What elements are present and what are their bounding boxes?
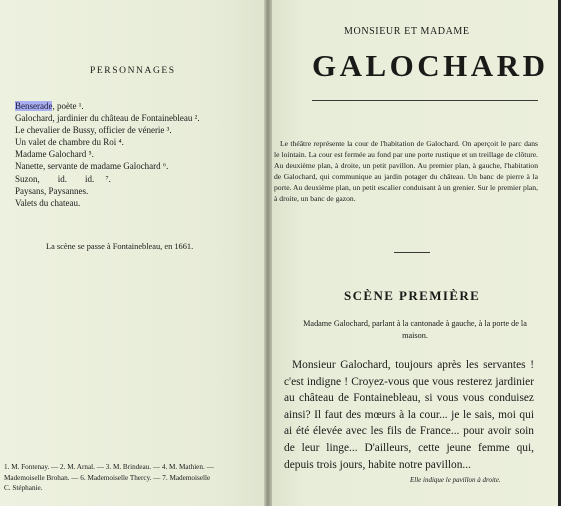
scene-heading: SCÈNE PREMIÈRE bbox=[344, 288, 481, 303]
footnote-line: C. Stéphanie. bbox=[4, 484, 43, 493]
footnotes bbox=[4, 462, 214, 494]
speech-text: Monsieur Galochard, toujours après les servantes ! c'est indigne ! Croyez-vous que vous resterez jardinier au château de Fontainebleau, si vous vous conduisez ainsi? Il faut des mœurs à la cour... je le sais, moi qui ai été élevée avec les fils de France... pour avoir soin de leur linge... D'ailleurs, cette jeune femme qui, depuis trois jours, habite notre pavillon... bbox=[284, 359, 534, 471]
setting-note: La scène se passe à Fontainebleau, en 1661. bbox=[46, 242, 194, 251]
section-divider bbox=[394, 252, 430, 253]
cast-item: Le chevalier de Bussy, officier de vénerie ³. bbox=[15, 125, 172, 136]
cast-item: Un valet de chambre du Roi ⁴. bbox=[15, 137, 124, 148]
highlighted-name[interactable]: Benserade bbox=[15, 101, 53, 111]
cast-item[interactable] bbox=[15, 100, 200, 112]
personnages-heading: PERSONNAGES bbox=[90, 66, 176, 76]
stage-description: Le théâtre représente la cour de l'habitation de Galochard. On aperçoit le parc dans le lointain. La cour est fermée au fond par une porte rustique et un treillage de clôture. Au deuxième plan, à droite, un petit pavillon. Au premier plan, à gauche, l'habitation de Galochard, qui communique au jardin potager du château. Un banc de pierre à la porte. Au deuxième plan, un petit escalier conduisant à un grenier. Sur le premier plan, à droite, un banc de gazon. bbox=[274, 139, 538, 203]
footnote-line: Mademoiselle Brohan. — 6. Mademoiselle Thercy. — 7. Mademoiselle bbox=[4, 473, 211, 482]
cast-item: Nanette, servante de madame Galochard ⁶. bbox=[15, 161, 169, 172]
cast-item: Galochard, jardinier du château de Fontainebleau ². bbox=[15, 113, 200, 124]
cast-item-desc: , poète ¹. bbox=[52, 101, 84, 111]
stage-direction: Madame Galochard, parlant à la cantonade à gauche, à la porte de la maison. bbox=[303, 319, 527, 341]
cast-item: Valets du chateau. bbox=[15, 197, 81, 208]
cast-list bbox=[15, 100, 200, 209]
play-supertitle: MONSIEUR ET MADAME bbox=[344, 26, 470, 37]
book-gutter bbox=[264, 0, 272, 506]
title-rule bbox=[312, 100, 538, 101]
stage-aside: Elle indique le pavillon à droite. bbox=[410, 476, 501, 484]
cast-item: Madame Galochard ⁵. bbox=[15, 149, 94, 160]
cast-item: Paysans, Paysannes. bbox=[15, 185, 89, 196]
footnote-line: 1. M. Fontenay. — 2. M. Arnal. — 3. M. Brindeau. — 4. M. Mathien. — bbox=[4, 463, 214, 471]
cast-item: Suzon, id. id. ⁷. bbox=[15, 173, 111, 184]
play-title: GALOCHARD bbox=[312, 48, 549, 83]
